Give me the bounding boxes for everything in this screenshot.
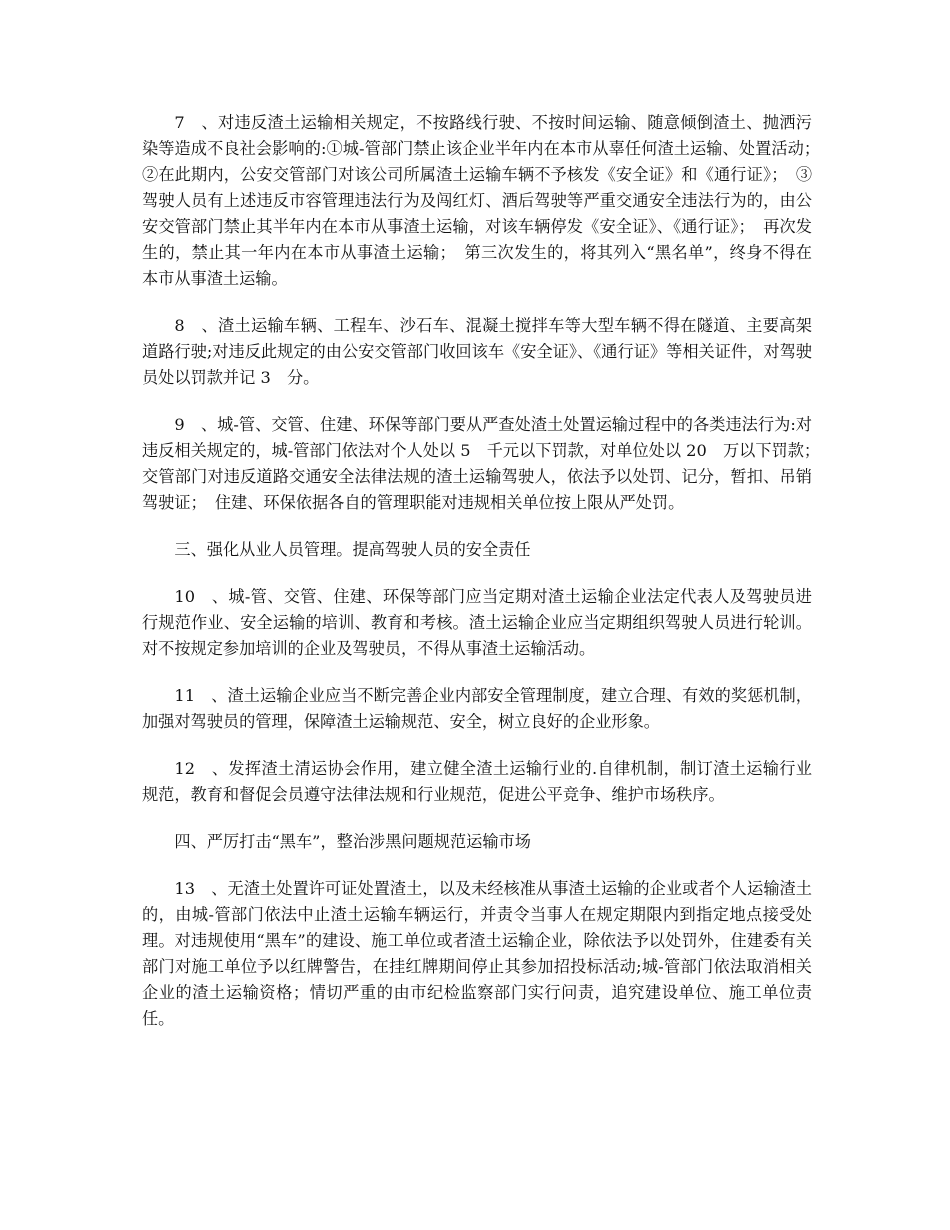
paragraph-item-9: 9 、城-管、交管、住建、环保等部门要从严查处渣土处置运输过程中的各类违法行为:对违反相关规定的，城-管部门依法对个人处以 5 千元以下罚款，对单位处以 20 万以下罚款； 交管部门对违反道路交通安全法律法规的渣土运输驾驶人，依法予以处罚、记分，暂扣、吊销驾驶证； 住建、环保依据各自的管理职能对违规相关单位按上限从严处罚。 xyxy=(142,415,829,512)
paragraph-item-12: 12 、发挥渣土清运协会作用，建立健全渣土运输行业的.自律机制，制订渣土运输行业规范，教育和督促会员遵守法律法规和行业规范，促进公平竞争、维护市场秩序。 xyxy=(142,759,812,804)
section-heading-3: 三、强化从业人员管理。提高驾驶人员的安全责任 xyxy=(174,540,531,559)
paragraph-item-13: 13 、无渣土处置许可证处置渣土，以及未经核准从事渣土运输的企业或者个人运输渣土的，由城-管部门依法中止渣土运输车辆运行，并责令当事人在规定期限内到指定地点接受处理。对违规使用“黑车”的建设、施工单位或者渣土运输企业，除依法予以处罚外，住建委有关部门对施工单位予以红牌警告，在挂红牌期间停止其参加招投标活动;城-管部门依法取消相关企业的渣土运输资格；情切严重的由市纪检监察部门实行问责，追究建设单位、施工单位责任。 xyxy=(142,879,812,1028)
section-heading-4: 四、严厉打击“黑车”，整治涉黑问题规范运输市场 xyxy=(174,832,531,851)
paragraph-item-8: 8 、渣土运输车辆、工程车、沙石车、混凝土搅拌车等大型车辆不得在隧道、主要高架道路行驶;对违反此规定的由公安交管部门收回该车《安全证》、《通行证》等相关证件，对驾驶员处以罚款并记 3 分。 xyxy=(142,316,812,387)
document-page xyxy=(142,110,829,1053)
paragraph-item-11: 11 、渣土运输企业应当不断完善企业内部安全管理制度，建立合理、有效的奖惩机制，加强对驾驶员的管理，保障渣土运输规范、安全，树立良好的企业形象。 xyxy=(142,686,812,731)
paragraph-item-10: 10 、城-管、交管、住建、环保等部门应当定期对渣土运输企业法定代表人及驾驶员进行规范作业、安全运输的培训、教育和考核。渣土运输企业应当定期组织驾驶人员进行轮训。对不按规定参加培训的企业及驾驶员，不得从事渣土运输活动。 xyxy=(142,587,812,658)
paragraph-item-7: 7 、对违反渣土运输相关规定，不按路线行驶、不按时间运输、随意倾倒渣土、抛洒污染等造成不良社会影响的:①城-管部门禁止该企业半年内在本市从辜任何渣土运输、处置活动； ②在此期内，公安交管部门对该公司所属渣土运输车辆不予核发《安全证》和《通行证》； ③驾驶人员有上述违反市容管理违法行为及闯红灯、酒后驾驶等严重交通安全违法行为的，由公安交管部门禁止其半年内在本市从事渣土运输，对该车辆停发《安全证》、《通行证》； 再次发生的，禁止其一年内在本市从事渣土运输； 第三次发生的，将其列入“黑名单”，终身不得在本市从事渣土运输。 xyxy=(142,113,829,288)
